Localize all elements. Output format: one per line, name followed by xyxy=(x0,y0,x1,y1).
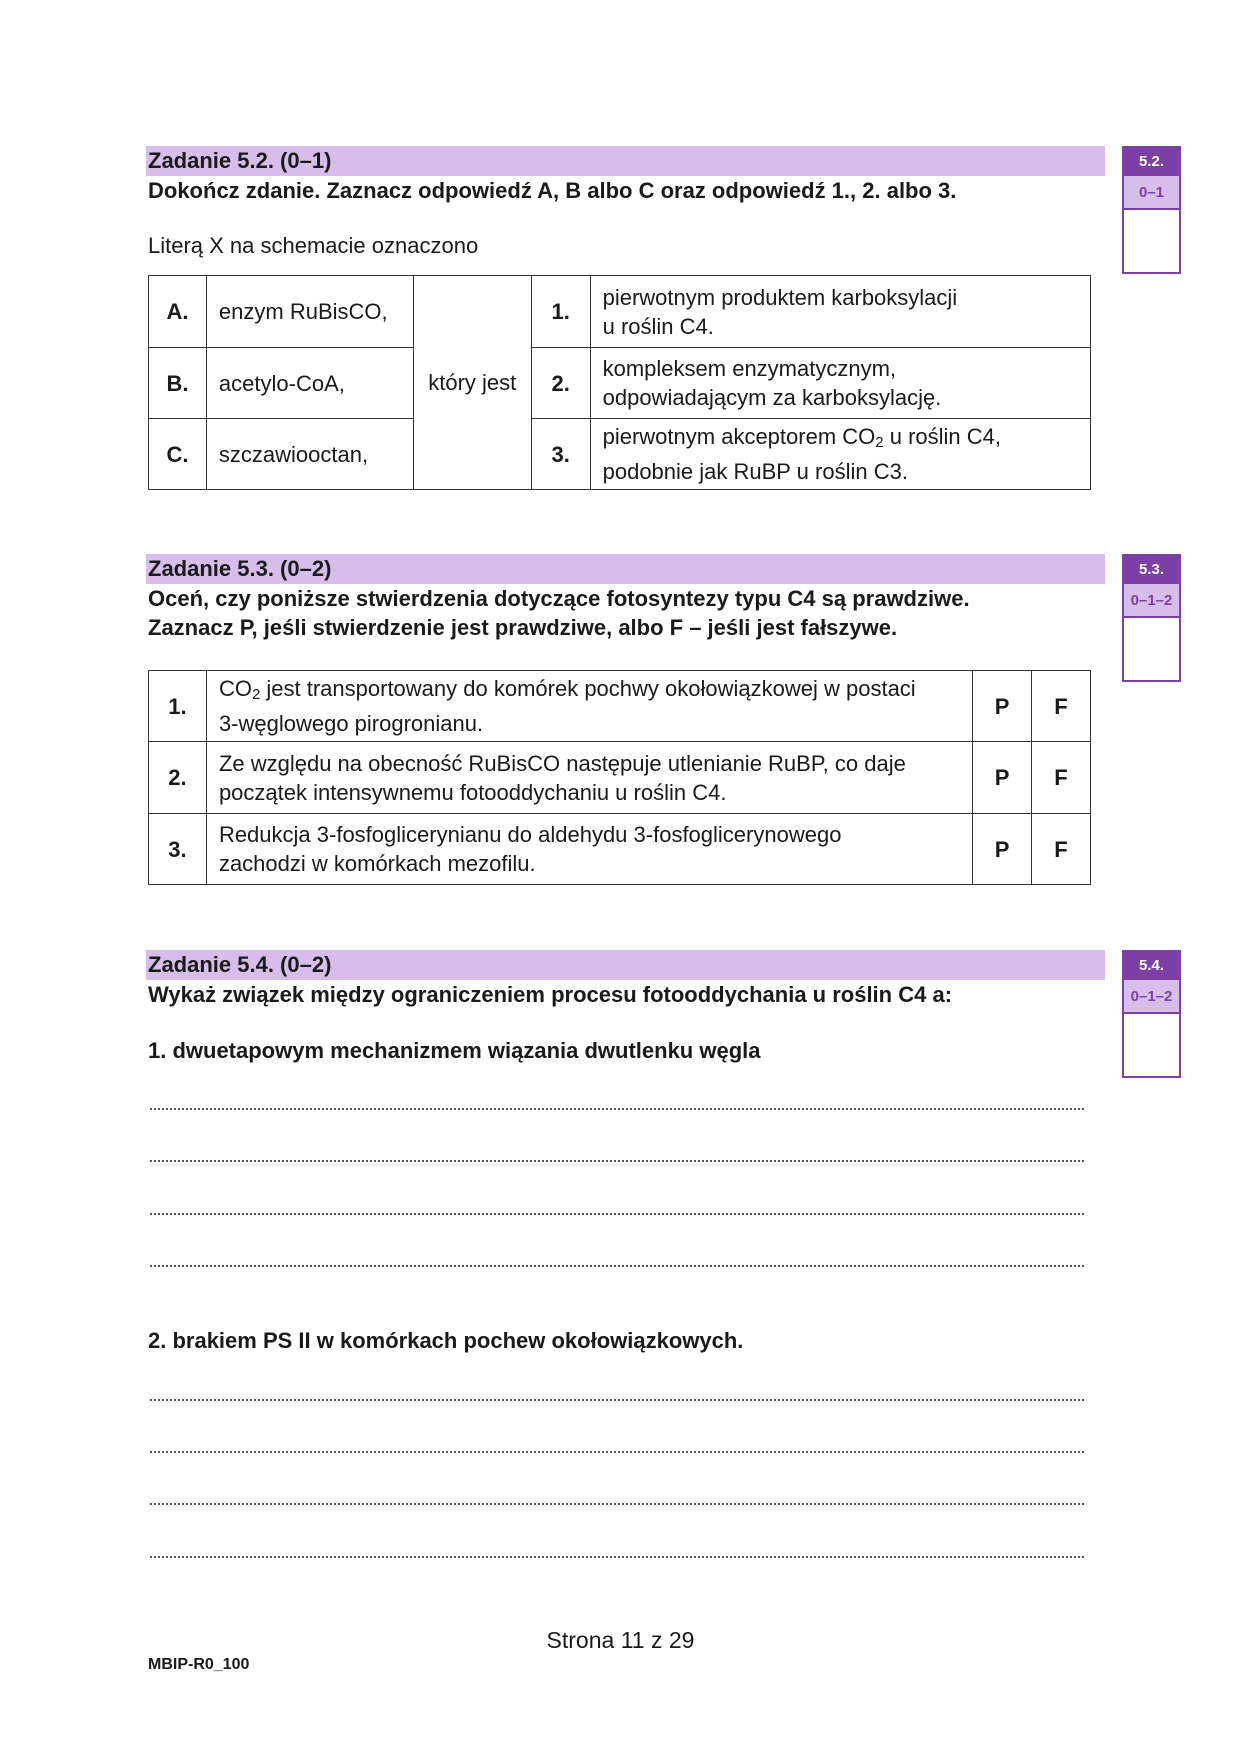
answer-line[interactable] xyxy=(150,1451,1084,1453)
statement-2-num: 2. xyxy=(149,742,207,814)
answer-line[interactable] xyxy=(150,1160,1084,1162)
option-2-text[interactable] xyxy=(590,348,1090,419)
answer-line[interactable] xyxy=(150,1265,1084,1267)
statement-2-line1: Ze względu na obecność RuBisCO następuje utlenianie RuBP, co daje xyxy=(218,750,906,776)
task-5-2-instruction: Dokończ zdanie. Zaznacz odpowiedź A, B albo C oraz odpowiedź 1., 2. albo 3. xyxy=(148,178,957,203)
statement-1-line2: 3-węglowego pirogronianu. xyxy=(218,711,484,736)
option-3-text[interactable] xyxy=(590,419,1090,490)
task-5-3-instruction-2: Zaznacz P, jeśli stwierdzenie jest prawdziwe, albo F – jeśli jest fałszywe. xyxy=(148,615,898,640)
option-b-letter[interactable]: B. xyxy=(149,348,207,419)
score-range: 0–1 xyxy=(1124,176,1179,210)
answer-line[interactable] xyxy=(150,1503,1084,1505)
task-5-2-header: Zadanie 5.2. (0–1) xyxy=(146,146,1105,176)
task-5-2-lead: Literą X na schemacie oznaczono xyxy=(148,233,479,258)
score-box-5-3 xyxy=(1122,554,1181,682)
statement-1-num: 1. xyxy=(149,671,207,742)
task-5-4-instruction: Wykaż związek między ograniczeniem procesu fotooddychania u roślin C4 a: xyxy=(148,982,953,1007)
score-field[interactable] xyxy=(1124,1014,1179,1076)
option-1-text[interactable] xyxy=(590,276,1090,348)
option-1-num[interactable]: 1. xyxy=(531,276,590,348)
task-5-3-statements-table xyxy=(148,670,1091,885)
score-field[interactable] xyxy=(1124,618,1179,680)
page-number: Strona 11 z 29 xyxy=(546,1627,695,1653)
statement-3-line2: zachodzi w komórkach mezofilu. xyxy=(218,851,536,876)
option-c-text[interactable]: szczawiooctan, xyxy=(206,419,413,490)
option-3-line2: podobnie jak RuBP u roślin C3. xyxy=(602,459,908,484)
option-a-text[interactable]: enzym RuBisCO, xyxy=(206,276,413,348)
answer-line[interactable] xyxy=(150,1556,1084,1558)
task-5-2-answer-table xyxy=(148,275,1091,490)
option-2-line2: odpowiadającym za karboksylację. xyxy=(602,385,942,410)
task-5-4-part-1: 1. dwuetapowym mechanizmem wiązania dwutlenku węgla xyxy=(148,1038,761,1063)
statement-3-line1: Redukcja 3-fosfoglicerynianu do aldehydu 3-fosfoglicerynowego xyxy=(218,822,842,847)
statement-1-text xyxy=(206,671,972,742)
score-range: 0–1–2 xyxy=(1124,980,1179,1014)
score-id: 5.2. xyxy=(1124,148,1179,176)
answer-line[interactable] xyxy=(150,1213,1084,1215)
statement-3-text xyxy=(206,814,972,885)
statement-2-p[interactable]: P xyxy=(973,742,1032,814)
task-5-4-part-2: 2. brakiem PS II w komórkach pochew okołowiązkowych. xyxy=(148,1328,744,1353)
score-id: 5.3. xyxy=(1124,556,1179,584)
option-3-line1 xyxy=(603,422,1082,457)
score-box-5-2 xyxy=(1122,146,1181,274)
statement-1-rest: jest transportowany do komórek pochwy okołowiązkowej w postaci xyxy=(260,676,916,701)
connector-text: który jest xyxy=(413,276,531,490)
statement-3-p[interactable]: P xyxy=(973,814,1032,885)
task-5-3-header: Zadanie 5.3. (0–2) xyxy=(146,554,1105,584)
option-2-line1: kompleksem enzymatycznym, xyxy=(602,356,897,381)
task-5-3-instruction-1: Oceń, czy poniższe stwierdzenia dotyczące fotosyntezy typu C4 są prawdziwe. xyxy=(148,586,970,611)
statement-1-sub: 2 xyxy=(251,686,261,703)
score-range: 0–1–2 xyxy=(1124,584,1179,618)
statement-1-p[interactable]: P xyxy=(973,671,1032,742)
option-1-line1: pierwotnym produktem karboksylacji xyxy=(602,284,958,310)
option-3-line1a: pierwotnym akceptorem CO xyxy=(602,424,876,449)
option-a-letter[interactable]: A. xyxy=(149,276,207,348)
statement-2-f[interactable]: F xyxy=(1032,742,1091,814)
score-box-5-4 xyxy=(1122,950,1181,1078)
statement-2-text xyxy=(206,742,972,814)
option-3-num[interactable]: 3. xyxy=(531,419,590,490)
option-3-sub: 2 xyxy=(875,434,884,451)
option-2-num[interactable]: 2. xyxy=(531,348,590,419)
statement-1-pre: CO xyxy=(218,676,252,701)
statement-2-line2: początek intensywnemu fotooddychaniu u roślin C4. xyxy=(218,779,727,805)
statement-1-line1 xyxy=(219,674,964,709)
score-id: 5.4. xyxy=(1124,952,1179,980)
statement-1-f[interactable]: F xyxy=(1032,671,1091,742)
score-field[interactable] xyxy=(1124,210,1179,272)
statement-3-f[interactable]: F xyxy=(1032,814,1091,885)
statement-3-num: 3. xyxy=(149,814,207,885)
exam-code: MBIP-R0_100 xyxy=(148,1656,250,1673)
answer-line[interactable] xyxy=(150,1108,1084,1110)
answer-line[interactable] xyxy=(150,1399,1084,1401)
option-3-line1b: u roślin C4, xyxy=(883,424,1001,449)
option-1-line2: u roślin C4. xyxy=(602,313,714,339)
option-c-letter[interactable]: C. xyxy=(149,419,207,490)
task-5-4-header: Zadanie 5.4. (0–2) xyxy=(146,950,1105,980)
option-b-text[interactable]: acetylo-CoA, xyxy=(206,348,413,419)
